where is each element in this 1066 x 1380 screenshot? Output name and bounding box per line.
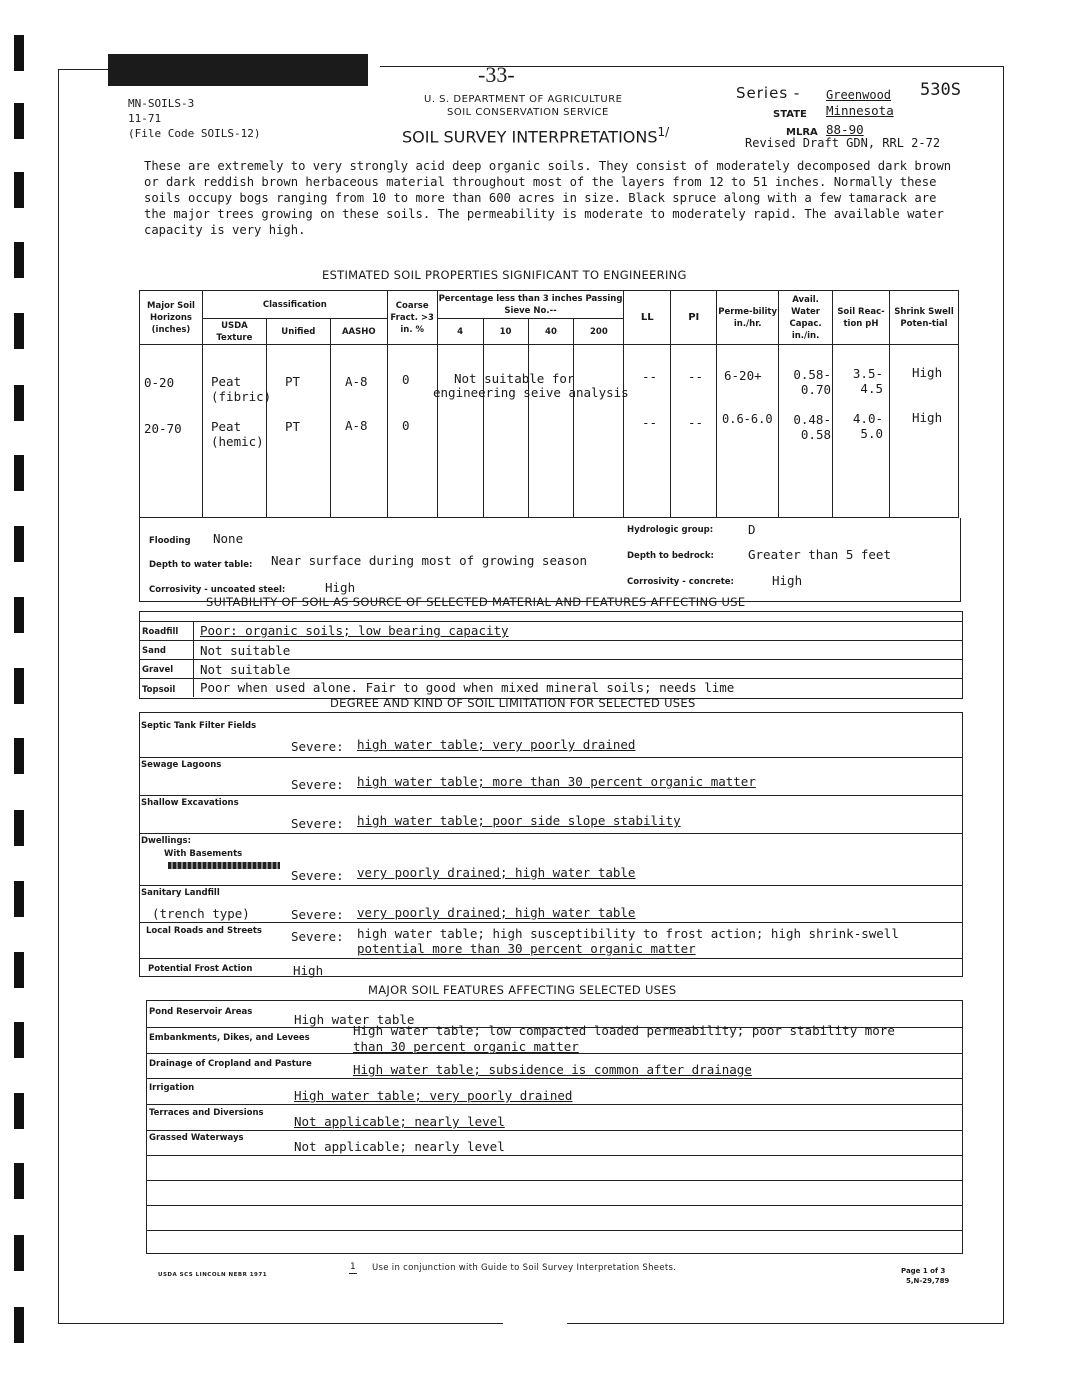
row2-pi: -- bbox=[688, 415, 704, 430]
suit-label-gravel: Gravel bbox=[142, 665, 174, 675]
limit-sublabel-dwellings: With Basements bbox=[164, 849, 243, 859]
cell-body bbox=[574, 345, 624, 518]
limit-degree-dwellings: Severe: bbox=[291, 868, 344, 883]
row-line bbox=[139, 678, 962, 679]
limit-degree-roads: Severe: bbox=[291, 929, 344, 944]
limit-value-lagoons: high water table; more than 30 percent organic matter bbox=[357, 774, 756, 789]
col-header-pi: PI bbox=[671, 291, 717, 345]
file-code: (File Code SOILS-12) bbox=[128, 127, 261, 140]
binder-mark bbox=[14, 738, 24, 774]
state-value: Minnesota bbox=[826, 103, 894, 118]
series-label: Series - bbox=[736, 84, 801, 102]
binder-mark bbox=[14, 1163, 24, 1199]
redaction-block bbox=[108, 54, 368, 86]
row2-ph: 4.0- 5.0 bbox=[852, 411, 883, 441]
row-line bbox=[139, 833, 962, 834]
row-line bbox=[146, 1180, 962, 1181]
col-header-shrink-swell: Shrink Swell Poten-tial bbox=[889, 291, 958, 345]
corrosivity-concrete-value: High bbox=[772, 573, 803, 588]
water-table-value: Near surface during most of growing season bbox=[271, 553, 588, 568]
row2-ll: -- bbox=[642, 415, 658, 430]
major-value-pond: High water table bbox=[294, 1012, 415, 1027]
bedrock-label: Depth to bedrock: bbox=[627, 551, 714, 561]
suit-value-gravel: Not suitable bbox=[200, 662, 291, 677]
binder-mark bbox=[14, 172, 24, 208]
flooding-value: None bbox=[213, 531, 244, 546]
row2-shrink-swell: High bbox=[912, 410, 943, 425]
row-line bbox=[139, 795, 962, 796]
hydro-group-value: D bbox=[748, 522, 756, 537]
cell-body bbox=[387, 345, 437, 518]
suit-value-topsoil: Poor when used alone. Fair to good when mixed mineral soils; needs lime bbox=[200, 680, 735, 695]
limit-degree-excavations: Severe: bbox=[291, 816, 344, 831]
row1-aasho: A-8 bbox=[345, 374, 368, 389]
row2-depth: 20-70 bbox=[144, 421, 182, 436]
row-line bbox=[139, 885, 962, 886]
page-frame-top bbox=[380, 66, 1004, 67]
major-value-irrigation: High water table; very poorly drained bbox=[294, 1088, 573, 1103]
suit-value-roadfill: Poor: organic soils; low bearing capacity bbox=[200, 623, 509, 638]
doc-title-footnote: 1/ bbox=[657, 125, 670, 139]
major-value-waterways: Not applicable; nearly level bbox=[294, 1139, 505, 1154]
col-header-classification: Classification bbox=[202, 291, 387, 319]
limit-label-excavations: Shallow Excavations bbox=[141, 798, 239, 808]
doc-title bbox=[402, 125, 669, 146]
row-line bbox=[146, 1078, 962, 1079]
corrosivity-concrete-label: Corrosivity - concrete: bbox=[627, 577, 734, 587]
mlra-value: 88-90 bbox=[826, 122, 864, 137]
major-value-terraces: Not applicable; nearly level bbox=[294, 1114, 505, 1129]
row1-unified: PT bbox=[285, 374, 301, 389]
row1-shrink-swell: High bbox=[912, 365, 943, 380]
major-label-drainage: Drainage of Cropland and Pasture bbox=[149, 1059, 312, 1069]
series-name: Greenwood bbox=[826, 88, 892, 102]
binder-mark bbox=[14, 597, 24, 633]
row-line bbox=[139, 922, 962, 923]
limit-label-landfill: Sanitary Landfill bbox=[141, 888, 220, 898]
limitations-title: DEGREE AND KIND OF SOIL LIMITATION FOR SELECTED USES bbox=[330, 696, 696, 710]
form-id: MN-SOILS-3 bbox=[128, 97, 195, 110]
state-label: STATE bbox=[773, 109, 807, 120]
limit-degree-septic: Severe: bbox=[291, 739, 344, 754]
row-line bbox=[139, 659, 962, 660]
row2-unified: PT bbox=[285, 419, 301, 434]
row1-depth: 0-20 bbox=[144, 375, 175, 390]
major-label-pond: Pond Reservoir Areas bbox=[149, 1007, 253, 1017]
binder-mark bbox=[14, 455, 24, 491]
col-header-coarse: Coarse Fract. >3 in. % bbox=[387, 291, 437, 345]
row1-pi: -- bbox=[688, 369, 704, 384]
binder-mark bbox=[14, 1022, 24, 1058]
limit-value-excavations: high water table; poor side slope stability bbox=[357, 813, 681, 828]
col-header-permeability: Perme-bility in./hr. bbox=[717, 291, 779, 345]
page-frame-top bbox=[58, 69, 108, 70]
binder-mark bbox=[14, 313, 24, 349]
corrosivity-steel-value: High bbox=[325, 580, 356, 595]
binder-mark bbox=[14, 1307, 24, 1343]
water-table-label: Depth to water table: bbox=[149, 560, 253, 570]
revision: Revised Draft GDN, RRL 2-72 bbox=[745, 136, 941, 150]
row1-awc: 0.58- 0.70 bbox=[793, 367, 831, 397]
page-frame-right bbox=[1003, 66, 1004, 1324]
col-header-sieve-4: 4 bbox=[437, 319, 483, 345]
row-line bbox=[139, 640, 962, 641]
binder-mark bbox=[14, 810, 24, 846]
row-line bbox=[146, 1130, 962, 1131]
row-line bbox=[139, 958, 962, 959]
binder-mark bbox=[14, 952, 24, 988]
major-label-irrigation: Irrigation bbox=[149, 1083, 195, 1093]
page-frame-bottom bbox=[567, 1323, 1004, 1324]
row2-coarse: 0 bbox=[402, 418, 410, 433]
row-line bbox=[146, 1205, 962, 1206]
limit-label-dwellings: Dwellings: bbox=[141, 836, 192, 846]
footnote-number: 1 bbox=[350, 1262, 356, 1272]
suit-label-roadfill: Roadfill bbox=[142, 627, 179, 637]
col-header-awc: Avail. Water Capac. in./in. bbox=[779, 291, 833, 345]
limit-value-dwellings: very poorly drained; high water table bbox=[357, 865, 636, 880]
row2-aasho: A-8 bbox=[345, 418, 368, 433]
row1-ph: 3.5- 4.5 bbox=[852, 366, 883, 396]
limit-degree-lagoons: Severe: bbox=[291, 777, 344, 792]
row1-ll: -- bbox=[642, 369, 658, 384]
binder-mark bbox=[14, 1093, 24, 1129]
limit-degree-landfill: Severe: bbox=[291, 907, 344, 922]
row1-coarse: 0 bbox=[402, 372, 410, 387]
limit-value-roads-line2: potential more than 30 percent organic matter bbox=[357, 941, 696, 956]
limit-value-roads: high water table; high susceptibility to frost action; high shrink-swell bbox=[357, 926, 899, 941]
binder-mark bbox=[14, 526, 24, 562]
row-line bbox=[139, 757, 962, 758]
col-header-horizons: Major Soil Horizons (inches) bbox=[140, 291, 203, 345]
bedrock-value: Greater than 5 feet bbox=[748, 547, 891, 562]
page-frame-bottom bbox=[58, 1323, 503, 1324]
page-number: -33- bbox=[478, 62, 515, 87]
limit-label-septic: Septic Tank Filter Fields bbox=[141, 721, 257, 731]
limit-value-landfill: very poorly drained; high water table bbox=[357, 905, 636, 920]
row1-permeability: 6-20+ bbox=[724, 368, 762, 383]
limit-label-roads: Local Roads and Streets bbox=[146, 926, 262, 936]
limit-label-lagoons: Sewage Lagoons bbox=[141, 760, 222, 770]
suit-value-sand: Not suitable bbox=[200, 643, 291, 658]
col-header-aasho: AASHO bbox=[330, 319, 387, 345]
col-header-sieve-10: 10 bbox=[483, 319, 528, 345]
suit-label-topsoil: Topsoil bbox=[142, 685, 176, 695]
row2-permeability: 0.6-6.0 bbox=[722, 412, 773, 426]
sieve-note-line2: engineering seive analysis bbox=[433, 385, 629, 400]
major-value-embankments: High water table; low compacted loaded permeability; poor stability more bbox=[353, 1023, 895, 1038]
suit-label-sand: Sand bbox=[142, 646, 166, 656]
printer-imprint: USDA SCS LINCOLN NEBR 1971 bbox=[158, 1272, 268, 1278]
page-frame-left bbox=[58, 69, 59, 1324]
hydro-group-label: Hydrologic group: bbox=[627, 525, 714, 535]
col-header-ph: Soil Reac-tion pH bbox=[833, 291, 890, 345]
row2-usda: Peat (hemic) bbox=[211, 419, 264, 449]
form-date: 11-71 bbox=[128, 112, 162, 125]
mlra-label: MLRA bbox=[786, 127, 818, 138]
major-features-title: MAJOR SOIL FEATURES AFFECTING SELECTED USES bbox=[368, 983, 677, 997]
limit-value-frost: High bbox=[293, 963, 324, 978]
row-line bbox=[146, 1104, 962, 1105]
col-header-unified: Unified bbox=[266, 319, 330, 345]
reference-code: 5,N-29,789 bbox=[906, 1277, 950, 1285]
flooding-label: Flooding bbox=[149, 536, 191, 546]
struck-out-text bbox=[168, 862, 280, 869]
major-value-embankments-line2: than 30 percent organic matter bbox=[353, 1039, 579, 1054]
footnote-text: Use in conjunction with Guide to Soil Survey Interpretation Sheets. bbox=[372, 1263, 677, 1273]
binder-mark bbox=[14, 668, 24, 704]
col-header-ll: LL bbox=[624, 291, 671, 345]
sieve-note-line1: Not suitable for bbox=[454, 371, 575, 386]
row1-usda: Peat (fibric) bbox=[211, 374, 272, 404]
doc-title-text: SOIL SURVEY INTERPRETATIONS bbox=[402, 127, 658, 147]
row-line bbox=[146, 1230, 962, 1231]
binder-mark bbox=[14, 103, 24, 139]
department: U. S. DEPARTMENT OF AGRICULTURE bbox=[424, 94, 623, 105]
row-line bbox=[146, 1155, 962, 1156]
limit-value-septic: high water table; very poorly drained bbox=[357, 737, 636, 752]
suitability-title: SUITABILITY OF SOIL AS SOURCE OF SELECTED MATERIAL AND FEATURES AFFECTING USE bbox=[206, 595, 746, 609]
major-label-waterways: Grassed Waterways bbox=[149, 1133, 244, 1143]
limit-label-frost: Potential Frost Action bbox=[148, 964, 253, 974]
major-label-embankments: Embankments, Dikes, and Levees bbox=[149, 1033, 310, 1043]
service: SOIL CONSERVATION SERVICE bbox=[447, 107, 609, 118]
engineering-title: ESTIMATED SOIL PROPERTIES SIGNIFICANT TO ENGINEERING bbox=[322, 268, 687, 282]
binder-mark bbox=[14, 385, 24, 421]
major-label-terraces: Terraces and Diversions bbox=[149, 1108, 264, 1118]
soil-description: These are extremely to very strongly acid deep organic soils. They consist of moderately decomposed dark brown or dark reddish brown herbaceous material throughout most of the layers from 12 to 51 inches. Normally these soils occupy bogs ranging from 10 to more than 600 acres in size. Black spruce along with a few tamarack are the major trees growing on these soils. The permeability is moderate to moderately rapid. The available water capacity is very high. bbox=[144, 159, 952, 237]
corrosivity-steel-label: Corrosivity - uncoated steel: bbox=[149, 585, 286, 595]
col-header-sieve-40: 40 bbox=[528, 319, 574, 345]
page-of: Page 1 of 3 bbox=[901, 1267, 946, 1275]
col-header-sieve-200: 200 bbox=[574, 319, 624, 345]
limit-sublabel-landfill: (trench type) bbox=[152, 906, 250, 921]
col-header-usda: USDA Texture bbox=[202, 319, 266, 345]
col-header-percentage: Percentage less than 3 inches Passing Sieve No.-- bbox=[437, 291, 624, 319]
binder-mark bbox=[14, 881, 24, 917]
footnote-rule bbox=[349, 1273, 357, 1274]
form-id-block bbox=[128, 96, 260, 141]
binder-mark bbox=[14, 242, 24, 278]
row2-awc: 0.48- 0.58 bbox=[793, 412, 831, 442]
binder-mark bbox=[14, 35, 24, 71]
major-value-drainage: High water table; subsidence is common after drainage bbox=[353, 1062, 752, 1077]
series-code: 530S bbox=[920, 80, 961, 100]
engineering-table bbox=[139, 290, 959, 518]
binder-mark bbox=[14, 1235, 24, 1271]
row-line bbox=[139, 621, 962, 622]
